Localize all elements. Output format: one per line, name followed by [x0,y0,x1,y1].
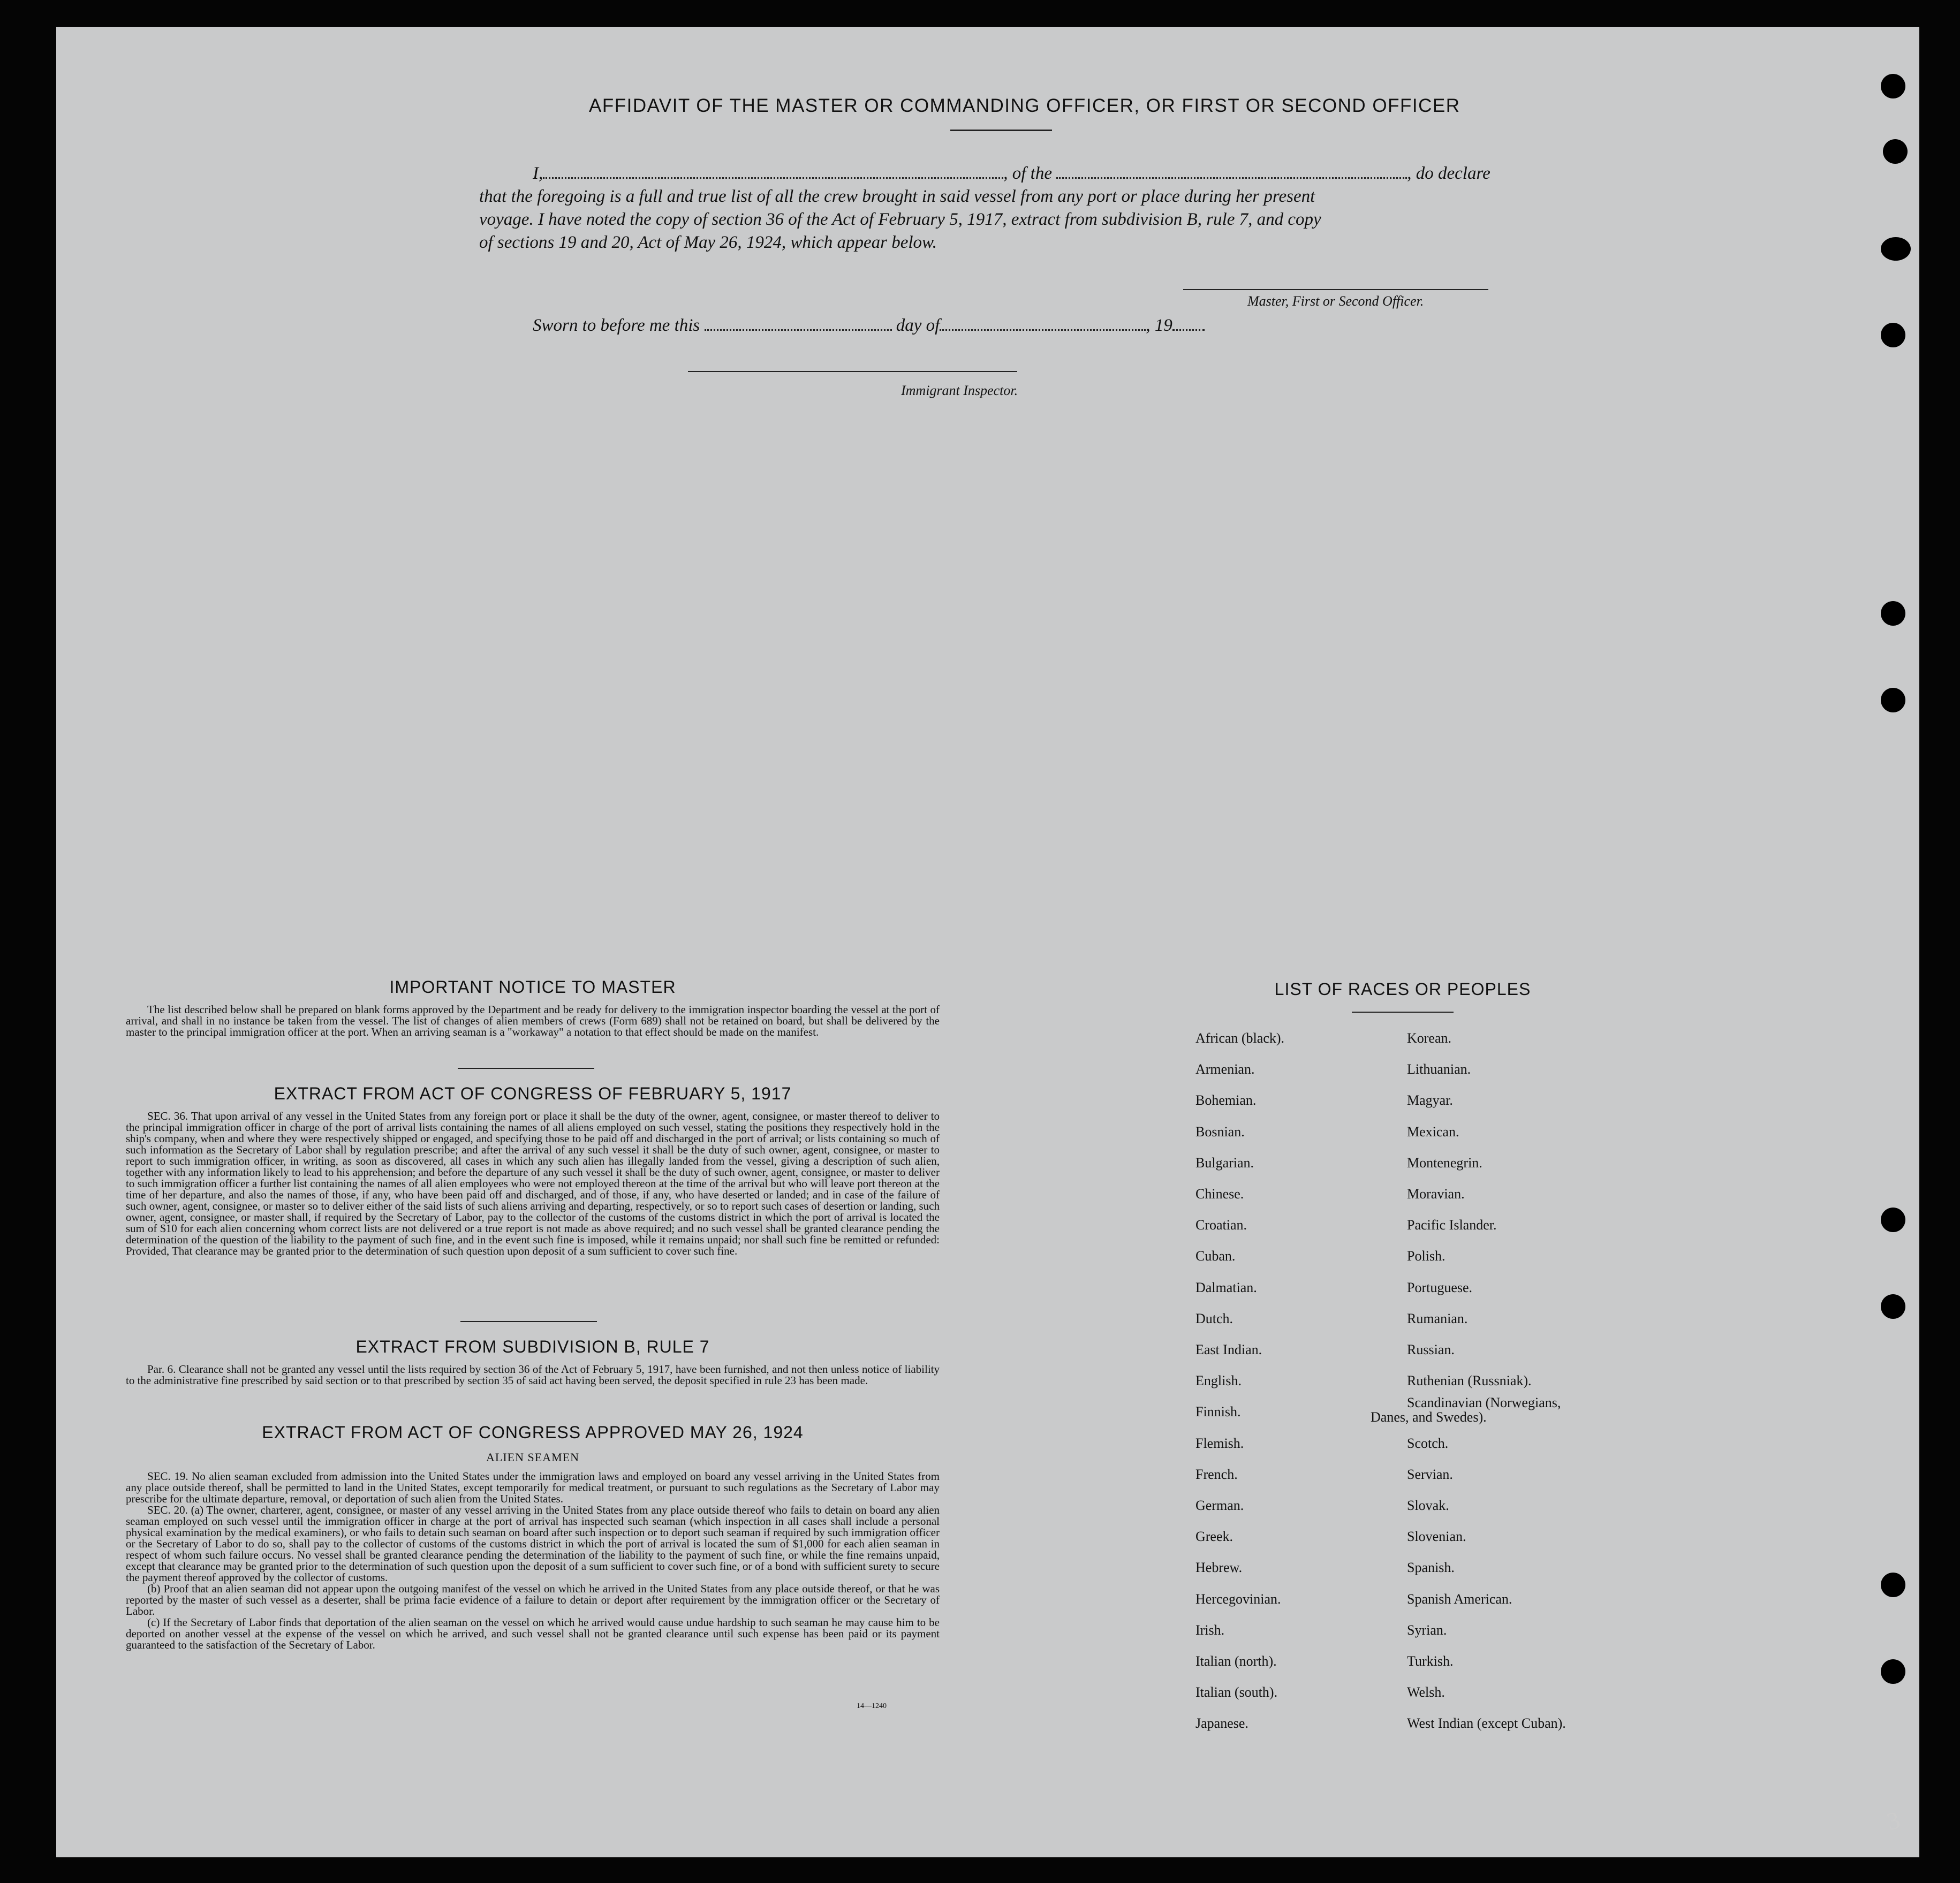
race-item: Russian. [1407,1342,1455,1357]
race-item: Slovak. [1407,1498,1449,1513]
extract-1924-title: EXTRACT FROM ACT OF CONGRESS APPROVED MAY 26, 1924 [262,1423,804,1442]
race-item: Italian (north). [1195,1653,1277,1669]
race-item: Scandinavian (Norwegians, [1407,1395,1561,1411]
race-item: Cuban. [1195,1248,1236,1264]
alien-seamen-subtitle: ALIEN SEAMEN [486,1451,579,1464]
race-item: Lithuanian. [1407,1061,1471,1077]
section-19-paragraph: SEC. 19. No alien seaman excluded from admission into the United States under the immigration laws and employed on board any vessel arriving in the United States from any place outside thereof, shall be permitted to land in the United States, except temporarily for medical treatment, or pursuant to such regulations as the Secretary of Labor may prescribe for the ultimate departure, removal, or deportation of such alien from the United States. [126,1470,940,1505]
race-item: Slovenian. [1407,1529,1466,1545]
affidavit-line-3: voyage. I have noted the copy of section 36 of the Act of February 5, 1917, extract from subdivision B, rule 7, and copy [479,210,1321,229]
margin-mark: 3 [1883,1805,1903,1836]
binder-hole [1881,237,1911,261]
race-item: Montenegrin. [1407,1155,1482,1171]
race-item: African (black). [1195,1030,1285,1046]
races-divider [1352,1012,1454,1013]
affidavit-line-2: that the foregoing is a full and true list of all the crew brought in said vessel from any port or place during her present [479,187,1315,206]
name-blank-field[interactable] [543,173,1003,179]
race-item: East Indian. [1195,1342,1262,1357]
sworn-month-field[interactable] [940,325,1146,331]
race-item: Magyar. [1407,1092,1453,1108]
race-item: Finnish. [1195,1404,1241,1420]
signature-label: Master, First or Second Officer. [1247,293,1424,309]
notice-title: IMPORTANT NOTICE TO MASTER [389,977,676,997]
extract-1917-divider [460,1321,597,1322]
race-item: Flemish. [1195,1435,1244,1451]
binder-hole [1881,1573,1905,1597]
race-item: Dalmatian. [1195,1279,1257,1295]
form-number: 14—1240 [857,1702,887,1710]
affidavit-title: AFFIDAVIT OF THE MASTER OR COMMANDING OFFICER, OR FIRST OR SECOND OFFICER [589,95,1460,116]
race-item: Syrian. [1407,1622,1447,1638]
races-title: LIST OF RACES OR PEOPLES [1274,980,1531,999]
section-36-paragraph: SEC. 36. That upon arrival of any vessel in the United States from any foreign port or place it shall be the duty of the owner, agent, consignee, or master thereof to deliver to the principal immigration officer in charge of the port of arrival lists containing the names of all aliens employed on such vessel, stating the positions they respectively hold in the ship's company, when and where they were respectively shipped or engaged, and specifying those to be paid off and discharged in the port of arrival; or lists containing so much of such information as the Secretary of Labor shall by regulation prescribe; and after the arrival of any such vessel it shall be the duty of such owner, agent, consignee, or master to report to such immigration officer, in writing, as soon as discovered, all cases in which any such alien has illegally landed from the vessel, giving a description of such alien, together with any information likely to lead to his apprehension; and before the departure of any such vessel it shall be the duty of such owner, agent, consignee, or master to deliver to such immigration officer a further list containing the names of all alien employees who were not employed thereon at the time of the arrival but who will leave port thereon at the time of her departure, and also the names of those, if any, who have been paid off and discharged, and of those, if any, who have deserted or landed; and in case of the failure of such owner, agent, consignee, or master so to deliver either of the said lists of such aliens arriving and departing, respectively, or so to report such cases of desertion or landing, such owner, agent, consignee, or master shall, if required by the Secretary of Labor, pay to the collector of the customs of the customs district in which the port of arrival is located the sum of $10 for each alien concerning whom correct lists are not delivered or a true report is not made as above required; and no such vessel shall be granted clearance pending the determination of the question of the liability to the payment of such fine, and in the event such fine is imposed, while it remains unpaid; nor shall such fine be remitted or refunded: Provided, That clearance may be granted prior to the determination of such question upon deposit of a sum sufficient to cover such fine. [126,1110,940,1257]
affidavit-line-4: of sections 19 and 20, Act of May 26, 1924, which appear below. [479,233,937,252]
race-item: Chinese. [1195,1186,1244,1202]
race-item: Dutch. [1195,1310,1233,1326]
binder-hole [1881,601,1905,626]
rule7-title: EXTRACT FROM SUBDIVISION B, RULE 7 [355,1337,710,1356]
race-item: German. [1195,1498,1244,1513]
affidavit-line-1 [533,164,1490,184]
notice-divider [458,1068,594,1069]
extract-1917-text [126,1111,940,1257]
race-item: Rumanian. [1407,1310,1468,1326]
race-item: French. [1195,1466,1238,1482]
notice-paragraph: The list described below shall be prepared on blank forms approved by the Department and be ready for delivery to the immigration inspector boarding the vessel at the port of arrival, and shall in no instance be taken from the vessel. The list of changes of alien members of crews (Form 689) shall not be retained on board, but shall be delivered by the master to the principal immigration officer at the port. When an arriving seaman is a "workaway" a notation to that effect should be made on the manifest. [126,1003,940,1038]
sworn-year-field[interactable] [1172,325,1205,331]
race-item: Spanish. [1407,1560,1455,1576]
section-20a-paragraph: SEC. 20. (a) The owner, charterer, agent, consignee, or master of any vessel arriving in the United States from any place outside thereof who fails to detain on board any alien seaman employed on such vessel until the immigration officer in charge at the port of arrival has inspected such seaman (which inspection in all cases shall include a personal physical examination by the medical examiners), or who fails to detain such seaman on board after such inspection or to deport such seaman if required by such immigration officer or the Secretary of Labor to do so, shall pay to the collector of customs of the customs district in which the port of arrival is located the sum of $1,000 for each alien seaman in respect of whom such failure occurs. No vessel shall be granted clearance pending the determination of the liability to the payment of such fine, or while the fine remains unpaid, except that clearance may be granted prior to the determination of such question upon the deposit of a sum sufficient to cover such fine, or of a bond with sufficient surety to secure the payment thereof approved by the collector of customs. [126,1504,940,1584]
signature-line[interactable] [1183,289,1488,290]
race-item: West Indian (except Cuban). [1407,1715,1566,1732]
binder-hole [1881,1294,1905,1319]
binder-hole [1881,688,1905,712]
affidavit-declare: , do declare [1407,164,1490,183]
race-item: Servian. [1407,1466,1453,1482]
title-divider [950,130,1052,131]
race-item: Korean. [1407,1030,1452,1046]
race-item: Scotch. [1407,1435,1449,1451]
race-item: Hercegovinian. [1195,1591,1281,1607]
race-item: English. [1195,1373,1242,1389]
affidavit-of-the: , of the [1003,164,1052,183]
section-20c-paragraph: (c) If the Secretary of Labor finds that deportation of the alien seaman on the vessel on which he arrived would cause undue hardship to such seaman he may cause him to be deported on another vessel at the expense of the vessel on which he arrived, and such vessel shall not be granted clearance until such expense has been paid or its payment guaranteed to the satisfaction of the Secretary of Labor. [126,1616,940,1651]
race-item: Pacific Islander. [1407,1217,1497,1233]
race-item: Italian (south). [1195,1684,1278,1700]
vessel-blank-field[interactable] [1056,173,1407,179]
race-item: Turkish. [1407,1653,1454,1669]
race-item: Danes, and Swedes). [1371,1409,1487,1425]
sworn-year: , 19 [1146,316,1172,335]
race-item: Ruthenian (Russniak). [1407,1373,1532,1389]
sworn-day-of: day of [896,316,940,335]
inspector-label: Immigrant Inspector. [901,383,1018,398]
race-item: Bosnian. [1195,1123,1245,1140]
sworn-prefix: Sworn to before me this [533,316,700,335]
race-item: Croatian. [1195,1217,1247,1233]
affidavit-i: I, [533,164,543,183]
notice-text [126,1004,940,1038]
binder-hole [1881,1659,1905,1684]
race-item: Greek. [1195,1529,1233,1545]
race-item: Bulgarian. [1195,1155,1254,1171]
binder-hole [1883,139,1908,164]
race-item: Japanese. [1195,1715,1248,1732]
extract-1917-title: EXTRACT FROM ACT OF CONGRESS OF FEBRUARY 5, 1917 [274,1084,792,1103]
binder-hole [1881,74,1905,98]
binder-hole [1881,323,1905,347]
race-item: Moravian. [1407,1186,1465,1202]
binder-hole [1881,1208,1905,1232]
race-item: Portuguese. [1407,1279,1473,1295]
inspector-signature-line[interactable] [688,371,1017,372]
race-item: Irish. [1195,1622,1225,1638]
race-item: Welsh. [1407,1684,1445,1700]
rule7-text [126,1364,940,1386]
race-item: Polish. [1407,1248,1446,1264]
rule7-paragraph: Par. 6. Clearance shall not be granted any vessel until the lists required by section 36 of the Act of February 5, 1917, have been furnished, and not then unless notice of liability to the administrative fine prescribed by said section or to that prescribed by section 35 of said act having been served, the deposit specified in rule 23 has been made. [126,1363,940,1387]
extract-1924-text [126,1471,940,1651]
race-item: Mexican. [1407,1123,1459,1140]
race-item: Bohemian. [1195,1092,1257,1108]
section-20b-paragraph: (b) Proof that an alien seaman did not appear upon the outgoing manifest of the vessel on which he arrived in the United States from any place outside thereof, or that he was reported by the master of such vessel as a deserter, shall be prima facie evidence of a failure to detain or deport after requirement by the immigration officer or the Secretary of Labor. [126,1582,940,1618]
sworn-line [533,316,1205,336]
race-item: Spanish American. [1407,1591,1512,1607]
race-item: Armenian. [1195,1061,1255,1077]
race-item: Hebrew. [1195,1560,1243,1576]
sworn-day-field[interactable] [705,325,892,331]
